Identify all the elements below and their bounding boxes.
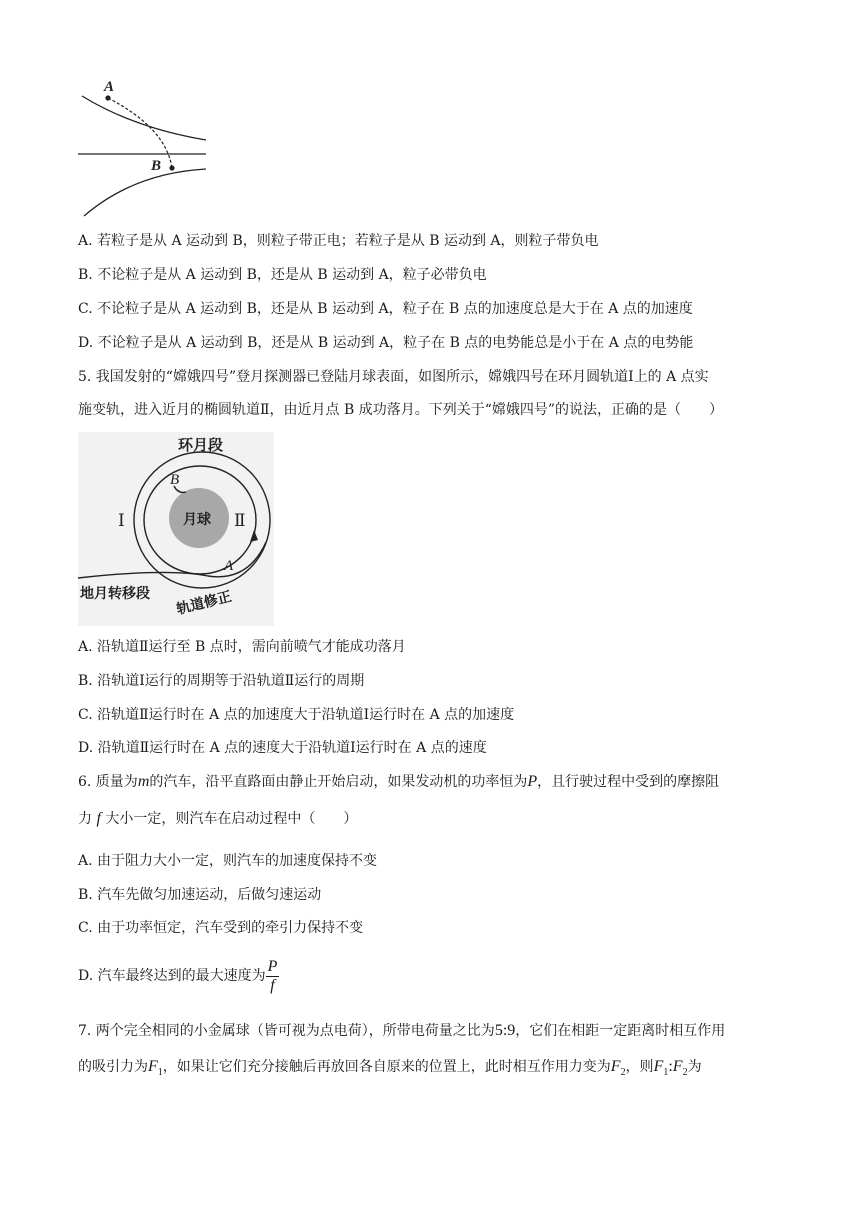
point-b-label: B	[151, 158, 162, 174]
q6-var-p: P	[527, 773, 538, 790]
q5-option-d: D. 沿轨道Ⅱ运行时在 A 点的速度大于沿轨道Ⅰ运行时在 A 点的速度	[78, 740, 487, 756]
q7-f2: $F_2$	[610, 1058, 626, 1079]
q6-option-c: C. 由于功率恒定，汽车受到的牵引力保持不变	[78, 920, 364, 936]
point-b-dot	[169, 165, 174, 170]
q5-option-b: B. 沿轨道Ⅰ运行的周期等于沿轨道Ⅱ运行的周期	[78, 673, 365, 689]
point-a-label: A	[104, 79, 115, 95]
q5-option-a: A. 沿轨道Ⅱ运行至 B 点时，需向前喷气才能成功落月	[78, 639, 406, 655]
q6-var-m: m	[137, 773, 150, 790]
q7-ratio-expression: $F_1:F_2$	[653, 1058, 688, 1079]
lower-field-curve	[84, 169, 206, 216]
particle-trajectory	[108, 98, 172, 168]
q4-option-c: C. 不论粒子是从 A 运动到 B，还是从 B 运动到 A，粒子在 B 点的加速度总是大于在 A 点的加速度	[78, 301, 693, 317]
q6-option-d-fraction	[266, 958, 280, 995]
field-line-figure	[74, 78, 214, 220]
q4-option-d: D. 不论粒子是从 A 运动到 B，还是从 B 运动到 A，粒子在 B 点的电势能总是小于在 A 点的电势能	[78, 335, 694, 351]
label-correction: 轨道修正	[175, 589, 234, 618]
label-transfer: 地月转移段	[80, 587, 150, 602]
q6-stem-part1: 6. 质量为	[78, 774, 138, 790]
fraction-numerator: P	[267, 957, 278, 975]
q7-line2-part1: 的吸引力为	[78, 1059, 148, 1075]
q6-stem-part3: ，且行驶过程中受到的摩擦阻	[537, 774, 720, 790]
q6-line2-part1: 力	[78, 811, 92, 827]
q7-stem-line1	[78, 1022, 725, 1040]
q6-stem-part2: 的汽车，沿平直路面由静止开始启动，如果发动机的功率恒为	[149, 774, 528, 790]
q5-stem-line2: 施变轨，进入近月的椭圆轨道Ⅱ，由近月点 B 成功落月。下列关于“嫦娥四号”的说法，正确的是（ ）	[78, 402, 724, 418]
label-orbit-2: Ⅱ	[234, 511, 246, 530]
q7-ratio: 5:9	[494, 1022, 516, 1039]
q6-stem-line2	[78, 810, 357, 828]
q6-option-a: A. 由于阻力大小一定，则汽车的加速度保持不变	[78, 853, 378, 869]
q7-stem-part2: ，它们在相距一定距离时相互作用	[515, 1023, 726, 1039]
q5-option-c: C. 沿轨道Ⅱ运行时在 A 点的加速度大于沿轨道Ⅰ运行时在 A 点的加速度	[78, 707, 515, 723]
label-orbit-1: Ⅰ	[118, 511, 125, 530]
q7-line2-part2: ，如果让它们充分接触后再放回各自原来的位置上，此时相互作用力变为	[162, 1059, 611, 1075]
label-point-a: A	[224, 558, 234, 574]
q7-f1: $F_1$	[148, 1058, 163, 1079]
q7-line2-part4: 为	[687, 1059, 702, 1075]
upper-field-curve	[82, 96, 206, 140]
q7-stem-line2	[78, 1058, 702, 1082]
q6-option-b: B. 汽车先做匀加速运动，后做匀速运动	[78, 887, 322, 903]
fraction-denominator: f	[270, 976, 275, 994]
label-huanyue: 环月段	[178, 438, 224, 454]
q6-var-f: f	[96, 810, 101, 827]
q6-option-d-text: D. 汽车最终达到的最大速度为	[78, 968, 266, 984]
label-moon: 月球	[183, 513, 211, 528]
q4-option-b: B. 不论粒子是从 A 运动到 B，还是从 B 运动到 A，粒子必带负电	[78, 267, 487, 283]
q4-option-a: A. 若粒子是从 A 运动到 B，则粒子带正电；若粒子是从 B 运动到 A，则粒子带负电	[78, 233, 599, 249]
label-point-b: B	[170, 472, 180, 488]
q7-stem-part1: 7. 两个完全相同的小金属球（皆可视为点电荷），所带电荷量之比为	[78, 1023, 495, 1039]
point-a-dot	[105, 95, 110, 100]
lunar-orbit-figure	[78, 432, 274, 626]
q6-stem-line1	[78, 773, 719, 791]
q6-line2-part2: 大小一定，则汽车在启动过程中（ ）	[105, 811, 358, 827]
q7-line2-part3: ，则	[625, 1059, 654, 1075]
q5-stem-line1: 5. 我国发射的“嫦娥四号”登月探测器已登陆月球表面，如图所示，嫦娥四号在环月圆轨道Ⅰ上的 A 点实	[78, 369, 709, 385]
q6-option-d	[78, 956, 279, 996]
